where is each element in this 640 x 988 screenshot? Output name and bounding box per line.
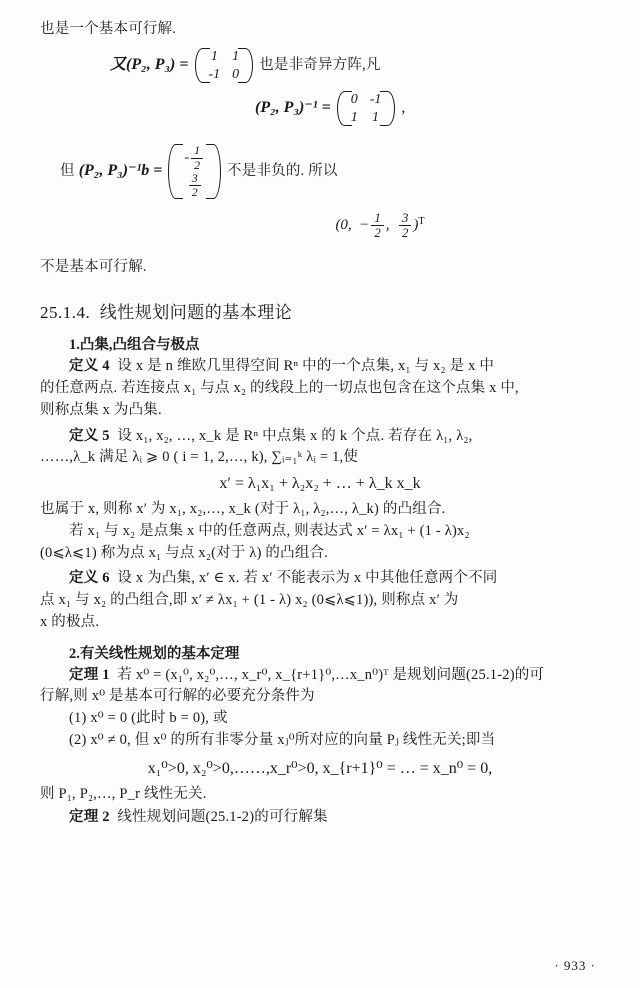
definition-5-line-d: 若 x₁ 与 x₂ 是点集 x 中的任意两点, 则表达式 x′ = λx₁ + (1 - λ)x₂ (69, 522, 470, 539)
theorem-1-formula: x₁⁰>0, x₂⁰>0,……,x_r⁰>0, x_{r+1}⁰ = … = x_n⁰ = 0, (147, 759, 493, 777)
matrix-cell: 1 (372, 109, 380, 125)
section-heading (40, 298, 600, 323)
matrix-cell: 0 (350, 92, 358, 108)
theorem-1 (40, 665, 600, 687)
matrix-cell: 0 (232, 66, 240, 82)
definition-6-text-a: 设 x 为凸集, x′ ∈ x. 若 x′ 不能表示为 x 中其他任意两个不同 (117, 570, 498, 587)
frac-num: 3 (189, 172, 201, 186)
paren-right-icon (212, 144, 223, 198)
definition-5-line-e: (0⩽λ⩽1) 称为点 x₁ 与点 x₂(对于 λ) 的凸组合. (40, 544, 329, 561)
matrix-cell: 1 (232, 49, 240, 65)
eq3-tail: 不是非负的. 所以 (227, 163, 338, 180)
matrix-cell: -1 (208, 66, 221, 82)
paren-left-icon (166, 144, 177, 198)
definition-5-line-c: 也属于 x, 则称 x′ 为 x₁, x₂,…, x_k (对于 λ₁, λ₂,…, λ_k) 的凸组合. (40, 501, 446, 518)
definition-5 (40, 426, 600, 448)
eq2-matrix (335, 91, 398, 126)
section-number: 25.1.4. (40, 303, 91, 323)
definition-4-line-b: 的任意两点. 若连接点 x₁ 与点 x₂ 的线段上的一切点也包含在这个点集 x 中, (40, 380, 519, 397)
definition-5-label: 定义 5 (69, 427, 110, 444)
definition-5-formula: x′ = λ₁x₁ + λ₂x₂ + … + λ_k x_k (219, 475, 421, 493)
equation-block-4 (160, 211, 600, 240)
theorem-1-text-a: 若 x⁰ = (x₁⁰, x₂⁰,…, x_r⁰, x_{r+1}⁰,…x_n⁰)ᵀ 是规划问题(25.1-2)的可 (117, 666, 545, 683)
eq1-matrix (193, 48, 256, 83)
intro-line: 也是一个基本可行解. (40, 21, 177, 37)
eq2-tail: , (401, 99, 406, 117)
theorem-2-label: 定理 2 (69, 809, 110, 826)
definition-6-line-b: 点 x₁ 与 x₂ 的凸组合,即 x′ ≠ λx₁ + (1 - λ) x₂ (0⩽λ⩽1)), 则称点 x′ 为 (40, 592, 459, 609)
paren-left-icon (335, 91, 344, 126)
eq1-lhs: (P₂, P₃) = (126, 56, 189, 74)
paren-right-icon (388, 91, 397, 126)
frac-num: 1 (191, 144, 203, 158)
definition-6-line-c: x 的极点. (40, 613, 100, 630)
subsection-1-heading: 1.凸集,凸组合与极点 (69, 337, 200, 354)
equation-block-1 (110, 48, 600, 83)
theorem-2-text: 线性规划问题(25.1-2)的可行解集 (117, 809, 328, 826)
eq1-lead: 又 (110, 56, 127, 74)
matrix-cell: 1 (350, 109, 358, 125)
theorem-1-label: 定理 1 (69, 666, 110, 683)
after-line: 不是基本可行解. (40, 258, 147, 275)
equation-block-2 (255, 91, 600, 126)
definition-6-label: 定义 6 (69, 570, 110, 587)
section-title: 线性规划问题的基本理论 (99, 303, 293, 323)
theorem-1-item-1: (1) x⁰ = 0 (此时 b = 0), 或 (69, 710, 228, 727)
theorem-1-line-b: 行解,则 x⁰ 是基本可行解的必要充分条件为 (40, 688, 315, 705)
matrix-cell: -1 (369, 92, 382, 108)
subsection-2-heading: 2.有关线性规划的基本定理 (69, 645, 240, 662)
eq3-lhs: (P₂, P₃)⁻¹b = (78, 162, 163, 180)
frac-den: 2 (191, 184, 198, 199)
paren-left-icon (193, 48, 202, 83)
theorem-2 (40, 807, 600, 829)
definition-5-text-a: 设 x₁, x₂, …, x_k 是 Rⁿ 中点集 x 的 k 个点. 若存在 λ₁, λ₂, (117, 427, 473, 444)
definition-4-line-c: 则称点集 x 为凸集. (40, 401, 162, 418)
eq4-text: (0, − $\frac{1}{2}$ , $\frac{3}{2}$ )$^T$ (335, 210, 425, 240)
definition-4-text-a: 设 x 是 n 维欧几里得空间 Rⁿ 中的一个点集, x₁ 与 x₂ 是 x 中 (117, 358, 495, 375)
theorem-1-line-c: 则 P₁, P₂,…, P_r 线性无关. (40, 785, 207, 802)
page-number: · 933 · (554, 958, 596, 973)
equation-block-3 (60, 144, 600, 198)
eq3-lead: 但 (60, 163, 75, 180)
theorem-1-item-2: (2) x⁰ ≠ 0, 但 x⁰ 的所有非零分量 xⱼ⁰所对应的向量 Pⱼ 线性无关;即当 (69, 731, 496, 748)
definition-4 (40, 356, 600, 378)
matrix-cell: 1 (210, 49, 218, 65)
paren-right-icon (246, 48, 255, 83)
definition-6 (40, 568, 600, 590)
definition-5-line-b: ……,λ_k 满足 λᵢ ⩾ 0 ( i = 1, 2,…, k), ∑ᵢ₌₁ᵏ λᵢ = 1,使 (40, 449, 359, 466)
eq3-matrix (166, 144, 223, 198)
definition-4-label: 定义 4 (69, 358, 110, 375)
eq1-tail: 也是非奇异方阵,凡 (259, 57, 381, 74)
eq2-lhs: (P₂, P₃)⁻¹ = (255, 99, 331, 117)
minus-sign: - (184, 150, 190, 166)
frac-den: 2 (194, 157, 201, 172)
